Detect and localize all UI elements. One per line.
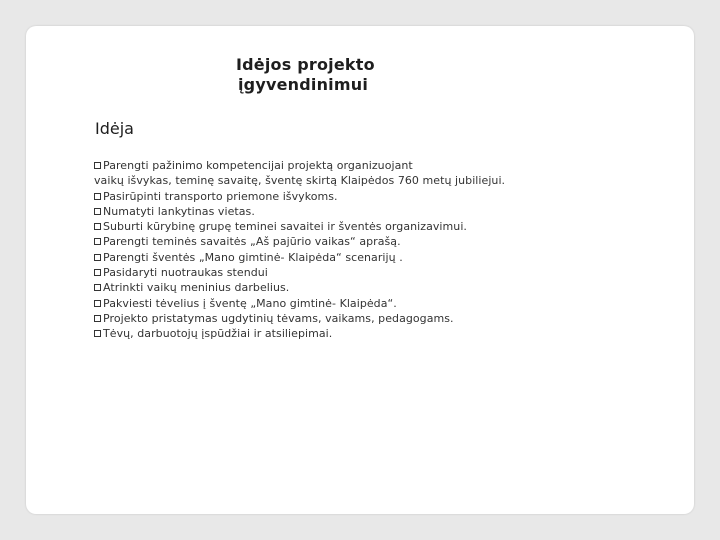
slide-title-line-1: Idėjos projekto — [236, 55, 375, 74]
list-item-continuation: vaikų išvykas, teminę savaitę, šventę skirtą Klaipėdos 760 metų jubiliejui. — [94, 174, 506, 188]
checkbox-bullet-icon — [94, 269, 101, 276]
checkbox-bullet-icon — [94, 208, 101, 215]
slide-title-line-2: įgyvendinimui — [238, 75, 368, 94]
list-item-text: Pasirūpinti transporto priemone išvykoms. — [103, 189, 338, 203]
list-item — [94, 311, 654, 326]
checkbox-bullet-icon — [94, 162, 101, 169]
slide-title — [236, 55, 456, 95]
list-item-text: Projekto pristatymas ugdytinių tėvams, vaikams, pedagogams. — [103, 311, 454, 325]
list-item-text: Pakviesti tėvelius į šventę „Mano gimtinė- Klaipėda“. — [103, 296, 397, 310]
list-item-text: Tėvų, darbuotojų įspūdžiai ir atsiliepimai. — [103, 327, 333, 341]
checkbox-bullet-icon — [94, 238, 101, 245]
bullet-list — [94, 158, 654, 342]
list-item-text: Atrinkti vaikų meninius darbelius. — [103, 281, 290, 295]
list-item — [94, 189, 654, 204]
checkbox-bullet-icon — [94, 315, 101, 322]
checkbox-bullet-icon — [94, 223, 101, 230]
checkbox-bullet-icon — [94, 254, 101, 261]
list-item — [94, 296, 654, 311]
list-item-text: Parengti pažinimo kompetencijai projektą organizuojant — [103, 159, 413, 172]
list-item — [94, 234, 654, 249]
list-item — [94, 204, 654, 219]
checkbox-bullet-icon — [94, 300, 101, 307]
list-item — [94, 265, 654, 280]
list-item — [94, 326, 654, 341]
list-item-text: Numatyti lankytinas vietas. — [103, 204, 255, 218]
checkbox-bullet-icon — [94, 193, 101, 200]
list-item-text: Parengti šventės „Mano gimtinė- Klaipėda“ scenarijų . — [103, 250, 403, 264]
checkbox-bullet-icon — [94, 330, 101, 337]
list-item — [94, 280, 654, 295]
list-item-text: Pasidaryti nuotraukas stendui — [103, 266, 268, 280]
list-item-text: Suburti kūrybinę grupę teminei savaitei ir šventės organizavimui. — [103, 220, 467, 234]
list-item-text: Parengti teminės savaitės „Aš pajūrio vaikas“ aprašą. — [103, 235, 401, 249]
list-item — [94, 250, 654, 265]
list-item — [94, 219, 654, 234]
list-item — [94, 158, 654, 173]
checkbox-bullet-icon — [94, 284, 101, 291]
section-heading: Idėja — [95, 119, 134, 138]
